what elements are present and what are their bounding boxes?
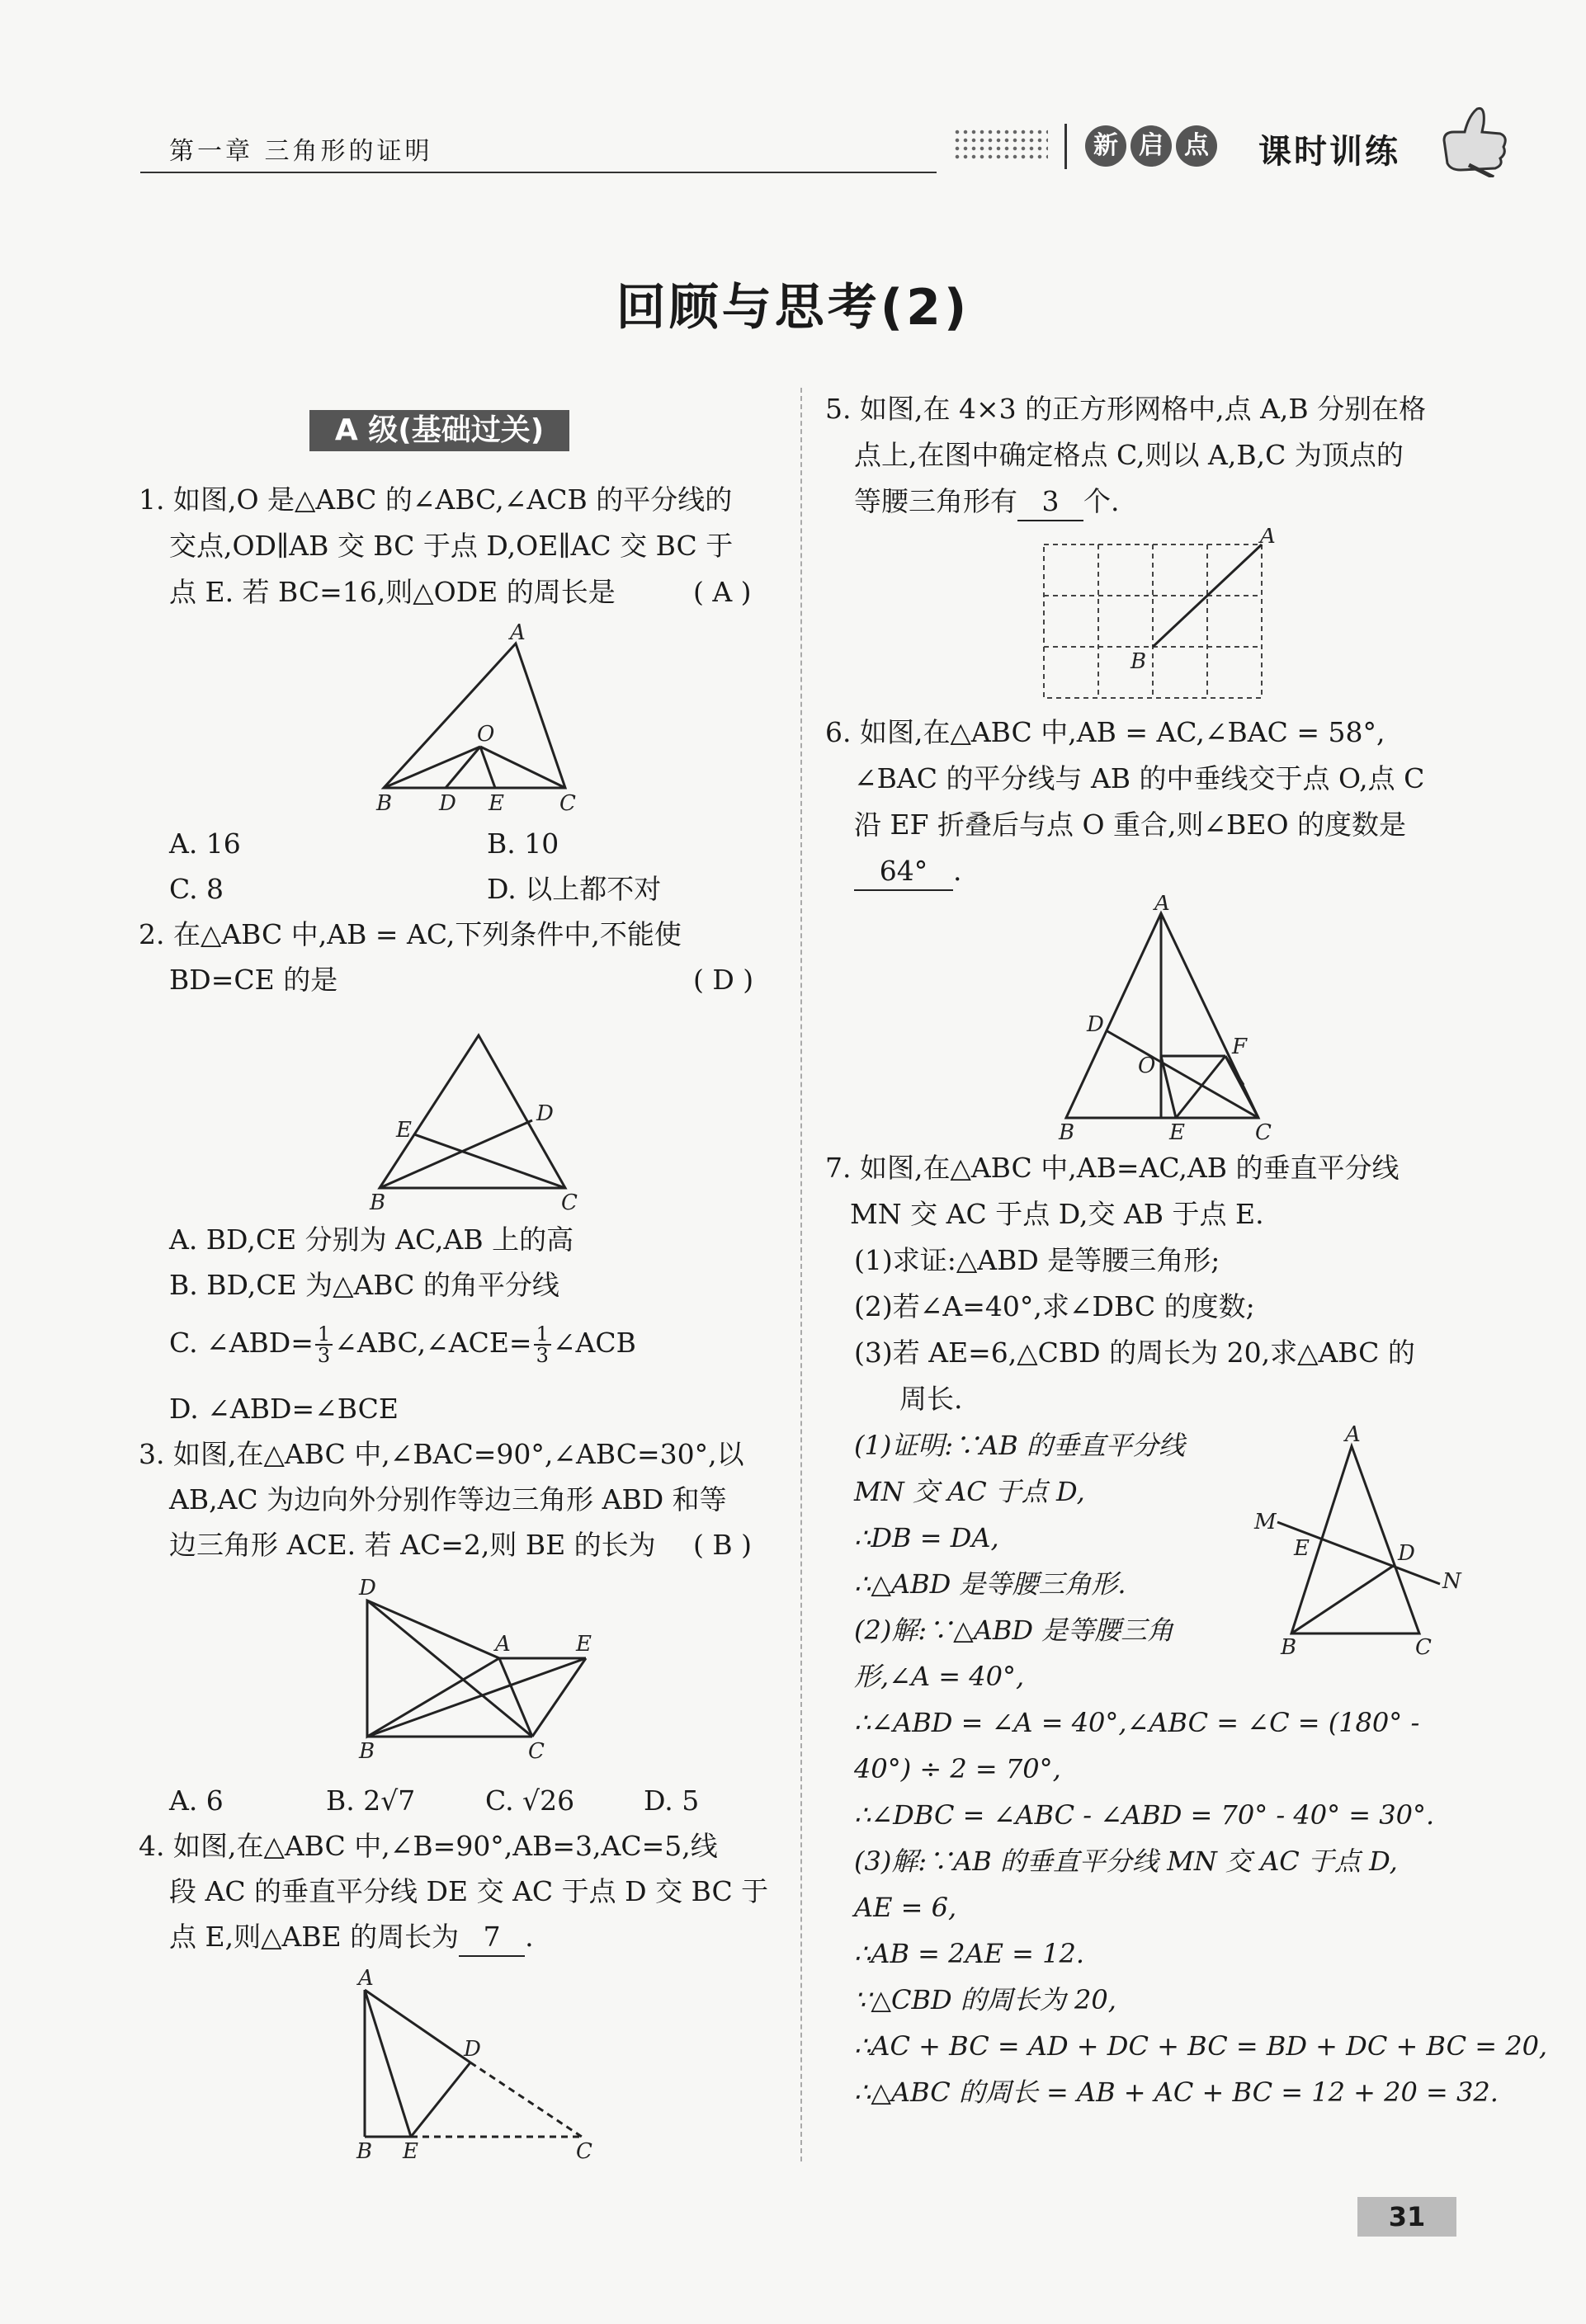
q4-fig-label-a: A [358,1966,374,1991]
q7-fig-label-d: D [1398,1541,1415,1566]
q7-line-1: 7. 如图,在△ABC 中,AB=AC,AB 的垂直平分线 [825,1152,1400,1184]
q1-fig-label-o: O [477,722,495,747]
brand-char-3: 点 [1176,125,1217,167]
solution-line-13: ∵△CBD 的周长为 20, [854,1984,1116,2015]
page-title: 回顾与思考(2) [616,279,970,337]
q7-fig-label-m: M [1254,1510,1277,1534]
q2-option-a: A. BD,CE 分别为 AC,AB 上的高 [169,1223,574,1256]
solution-line-10: (3)解:∵AB 的垂直平分线 MN 交 AC 于点 D, [854,1846,1398,1877]
q1-line-1: 1. 如图,O 是△ABC 的∠ABC,∠ACB 的平分线的 [139,483,733,516]
q1-line-2: 交点,OD∥AB 交 BC 于点 D,OE∥AC 交 BC 于 [169,530,734,562]
page-number: 31 [1357,2197,1456,2237]
solution-line-5: (2)解:∵△ABD 是等腰三角 [854,1615,1174,1646]
q1-fig-label-b: B [376,791,393,816]
solution-line-3: ∴DB = DA, [854,1522,999,1553]
brand-series: 课时训练 [1258,133,1400,171]
q3-option-d: D. 5 [644,1784,700,1817]
q7-fig-label-e: E [1294,1536,1310,1561]
q7-fig-label-n: N [1442,1569,1461,1594]
q2-option-c-post: ∠ACB [552,1327,636,1359]
q6-fig-label-o: O [1138,1054,1156,1078]
q1-line-3: 点 E. 若 BC=16,则△ODE 的周长是 [169,576,616,608]
q4-line-2: 段 AC 的垂直平分线 DE 交 AC 于点 D 交 BC 于 [169,1875,769,1907]
q2-option-c-mid: ∠ABC,∠ACE= [334,1327,532,1359]
brand-char-2: 启 [1130,125,1172,167]
q4-answer-blank: 7 [459,1919,525,1957]
q2-option-c-pre: C. ∠ABD= [169,1327,314,1359]
q3-fig-label-d: D [359,1576,376,1600]
q2-fig-label-e: E [396,1118,412,1143]
fraction-numerator-2: 1 [534,1324,551,1346]
q3-fig-label-e: E [576,1632,592,1657]
q1-fig-label-a: A [510,620,526,645]
q4-figure [347,1963,594,2166]
q5-line-3 [854,478,1120,525]
q5-line-2: 点上,在图中确定格点 C,则以 A,B,C 为顶点的 [854,439,1404,471]
q2-option-b: B. BD,CE 为△ABC 的角平分线 [169,1269,559,1301]
solution-line-12: ∴AB = 2AE = 12. [854,1938,1085,1969]
solution-line-1: (1)证明:∵AB 的垂直平分线 [854,1430,1185,1461]
q6-line-4 [854,848,962,894]
q3-figure [347,1572,598,1761]
q1-option-a: A. 16 [169,827,241,860]
q4-fig-label-c: C [576,2139,592,2164]
q3-fig-label-c: C [528,1739,545,1761]
q6-fig-label-b: B [1059,1120,1075,1143]
q1-option-b: B. 10 [487,827,559,860]
fraction-numerator: 1 [315,1324,333,1346]
q6-line-2: ∠BAC 的平分线与 AB 的中垂线交于点 O,点 C [854,762,1425,794]
q3-answer: ( B ) [693,1529,752,1561]
q5-fig-label-a: A [1260,528,1276,549]
q1-option-d: D. 以上都不对 [487,873,662,905]
column-divider [800,388,802,2161]
fraction-denominator-2: 3 [536,1344,549,1367]
q7-line-2: MN 交 AC 于点 D,交 AB 于点 E. [850,1198,1264,1230]
q6-figure [1052,895,1291,1143]
q4-fig-label-e: E [403,2139,418,2164]
q6-line-4-post: . [953,855,962,887]
q6-line-3: 沿 EF 折叠后与点 O 重合,则∠BEO 的度数是 [854,808,1407,841]
q6-fig-label-f: F [1232,1035,1248,1059]
q3-line-1: 3. 如图,在△ABC 中,∠BAC=90°,∠ABC=30°,以 [139,1438,744,1470]
q3-line-3: 边三角形 ACE. 若 AC=2,则 BE 的长为 [169,1529,656,1561]
solution-line-2: MN 交 AC 于点 D, [854,1476,1085,1507]
q7-sub-3: (3)若 AE=6,△CBD 的周长为 20,求△ABC 的 [854,1336,1415,1369]
q3-option-a: A. 6 [169,1784,224,1817]
q1-fig-label-e: E [489,791,504,816]
q4-line-3-pre: 点 E,则△ABE 的周长为 [169,1921,460,1953]
q6-line-1: 6. 如图,在△ABC 中,AB = AC,∠BAC = 58°, [825,716,1385,748]
q2-line-1: 2. 在△ABC 中,AB = AC,下列条件中,不能使 [139,918,682,950]
q2-option-d: D. ∠ABD=∠BCE [169,1393,399,1425]
q7-sub-3-cont: 周长. [899,1383,963,1415]
q7-fig-label-c: C [1415,1635,1432,1658]
q3-line-2: AB,AC 为边向外分别作等边三角形 ABD 和等 [169,1483,727,1516]
solution-line-4: ∴△ABD 是等腰三角形. [854,1568,1126,1600]
q2-fig-label-d: D [536,1101,554,1126]
q1-option-c: C. 8 [169,873,224,905]
header-rule [140,172,937,173]
solution-line-11: AE = 6, [854,1892,957,1923]
q3-option-c: C. √26 [485,1784,575,1817]
q2-figure [363,1015,586,1217]
fraction-one-third-2 [534,1324,551,1365]
q6-fig-label-a: A [1154,895,1170,916]
q5-line-1: 5. 如图,在 4×3 的正方形网格中,点 A,B 分别在格 [825,393,1427,425]
q5-answer-blank: 3 [1017,483,1083,521]
level-label: A 级(基础过关) [309,410,569,451]
q7-fig-label-b: B [1281,1635,1297,1658]
brand-char-1: 新 [1085,125,1126,167]
q2-line-2: BD=CE 的是 [169,964,338,996]
q6-fig-label-d: D [1087,1012,1104,1037]
q4-line-1: 4. 如图,在△ABC 中,∠B=90°,AB=3,AC=5,线 [139,1830,718,1862]
header-divider [1064,124,1067,169]
q2-fig-label-b: B [370,1190,386,1215]
solution-line-6: 形,∠A = 40°, [854,1661,1025,1692]
q4-line-3-post: . [525,1921,534,1953]
q1-answer: ( A ) [693,576,752,608]
q6-fig-label-c: C [1255,1120,1272,1143]
solution-line-9: ∴∠DBC = ∠ABC - ∠ABD = 70° - 40° = 30°. [854,1799,1435,1831]
q1-fig-label-c: C [559,791,576,816]
q4-line-3 [169,1914,534,1960]
q2-answer: ( D ) [693,964,754,996]
q4-fig-label-b: B [356,2139,373,2164]
chapter-header: 第一章 三角形的证明 [169,137,433,166]
header-dot-pattern [953,128,1048,161]
q5-grid-figure [1036,528,1283,705]
q5-line-3-pre: 等腰三角形有 [854,485,1017,517]
fraction-denominator: 3 [317,1344,331,1367]
q6-answer-blank: 64° [854,853,953,891]
q3-fig-label-a: A [495,1632,511,1657]
q3-option-b: B. 2√7 [326,1784,416,1817]
q7-sub-1: (1)求证:△ABD 是等腰三角形; [854,1244,1220,1276]
q7-fig-label-a: A [1345,1423,1361,1447]
q5-fig-label-b: B [1130,649,1147,674]
solution-line-14: ∴AC + BC = AD + DC + BC = BD + DC + BC = 20, [854,2030,1548,2062]
q5-line-3-post: 个. [1083,485,1120,517]
solution-line-15: ∴△ABC 的周长 = AB + AC + BC = 12 + 20 = 32. [854,2077,1499,2108]
q1-figure [371,619,586,817]
q2-option-c [169,1320,636,1366]
q6-fig-label-e: E [1169,1120,1185,1143]
q3-fig-label-b: B [359,1739,375,1761]
q7-figure [1246,1423,1473,1658]
thumbs-up-icon [1436,99,1510,177]
solution-line-7: ∴∠ABD = ∠A = 40°,∠ABC = ∠C = (180° - [854,1707,1420,1738]
q1-fig-label-d: D [439,791,456,816]
q2-fig-label-c: C [561,1190,578,1215]
fraction-one-third [315,1324,333,1365]
q7-sub-2: (2)若∠A=40°,求∠DBC 的度数; [854,1290,1255,1322]
q4-fig-label-d: D [464,2037,481,2062]
solution-line-8: 40°) ÷ 2 = 70°, [854,1753,1061,1784]
